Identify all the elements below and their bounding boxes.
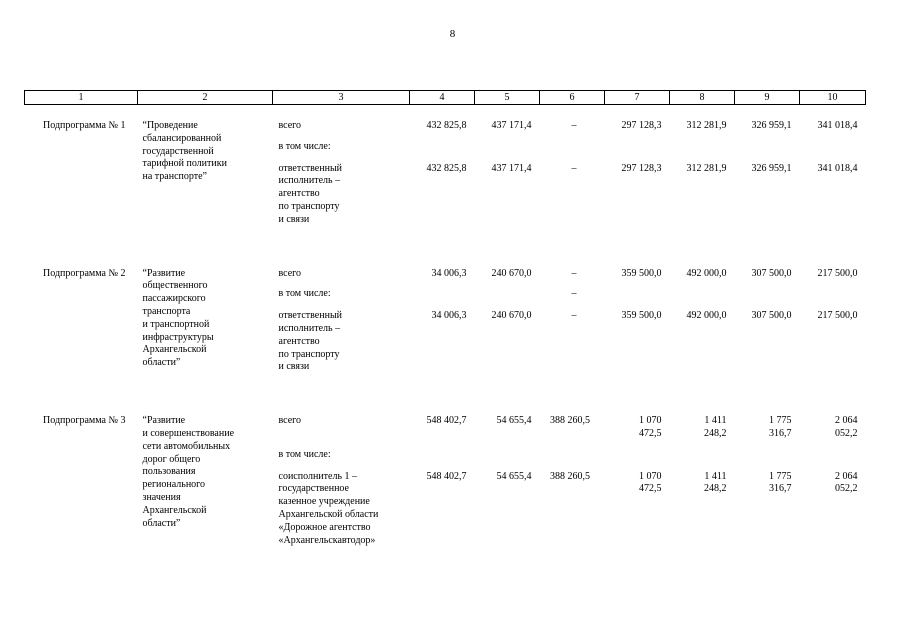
value-cell: 217 500,0 [817,267,858,279]
value-cell [475,441,540,462]
column-number: 6 [540,91,605,105]
column-number: 3 [273,91,410,105]
value-cell: 1 775 316,7 [769,415,792,439]
separator-cell [25,227,866,253]
value-cell [540,441,605,462]
value-cell: 359 500,0 [621,310,662,322]
value-cell: 34 006,3 [431,310,467,322]
value-cell: 1 411 248,2 [704,415,727,439]
value-cell [800,441,866,462]
subprogram-label: Подпрограмма № 1 [43,120,126,131]
responsible-cell: ответственный исполнитель – агентство по транспорту и связи [278,310,343,373]
value-cell: 54 655,4 [496,415,532,427]
section-separator [25,374,866,400]
responsible-cell: соисполнитель 1 – государственное казенное учреждение Архангельской области «Дорожное агентство «Архангельскавтодор» [278,470,379,546]
value-cell: 548 402,7 [426,470,467,482]
value-cell: 240 670,0 [491,267,532,279]
subprogram-name: “Проведение сбалансированной государственной тарифной политики на транспорте” [142,120,227,183]
table-row [25,400,866,441]
section-separator [25,227,866,253]
value-cell: 326 959,1 [751,162,792,174]
value-cell: 1 070 472,5 [639,415,662,439]
value-cell [475,133,540,154]
value-cell [800,133,866,154]
value-cell [670,133,735,154]
value-cell [605,280,670,301]
value-cell: 388 260,5 [550,415,590,427]
value-cell: 307 500,0 [751,310,792,322]
separator-cell [25,374,866,400]
value-cell: 432 825,8 [426,162,467,174]
subprogram-name: “Развитие и совершенствование сети автомобильных дорог общего пользования регионального значения Архангельской области” [142,415,235,529]
value-cell: – [571,310,577,322]
responsible-cell: всего [278,415,302,427]
value-cell: 359 500,0 [621,267,662,279]
responsible-cell: ответственный исполнитель – агентство по транспорту и связи [278,162,343,225]
table-row [25,105,866,133]
page-number: 8 [449,28,456,40]
value-cell: 432 825,8 [426,120,467,131]
value-cell: 2 064 052,2 [835,415,858,439]
value-cell: 492 000,0 [686,310,727,322]
value-cell: 1 411 248,2 [704,470,727,495]
value-cell: – [571,267,577,279]
column-number: 5 [475,91,540,105]
subprogram-label: Подпрограмма № 2 [43,267,126,279]
value-cell: 240 670,0 [491,310,532,322]
value-cell: 312 281,9 [686,120,727,131]
value-cell: 297 128,3 [621,120,662,131]
value-cell [735,441,800,462]
value-cell [605,441,670,462]
value-cell: – [571,120,577,131]
value-cell: 388 260,5 [550,470,590,482]
value-cell: 437 171,4 [491,162,532,174]
responsible-cell: в том числе: [278,448,331,460]
value-cell: 2 064 052,2 [835,470,858,495]
value-cell: 341 018,4 [817,120,858,131]
value-cell [670,441,735,462]
column-number: 10 [800,91,866,105]
value-cell [540,133,605,154]
value-cell: 312 281,9 [686,162,727,174]
subprogram-label: Подпрограмма № 3 [43,415,126,427]
budget-table [24,90,866,547]
column-number: 2 [138,91,273,105]
value-cell: 1 070 472,5 [639,470,662,495]
value-cell: – [571,162,577,174]
value-cell: 217 500,0 [817,310,858,322]
value-cell: 307 500,0 [751,267,792,279]
value-cell: 54 655,4 [496,470,532,482]
value-cell: 297 128,3 [621,162,662,174]
column-number: 9 [735,91,800,105]
responsible-cell: всего [278,267,302,279]
value-cell [410,133,475,154]
value-cell [605,133,670,154]
responsible-cell: в том числе: [278,288,331,300]
value-cell [800,280,866,301]
value-cell: 34 006,3 [431,267,467,279]
value-cell [475,280,540,301]
value-cell [410,441,475,462]
value-cell: 341 018,4 [817,162,858,174]
column-number: 4 [410,91,475,105]
table-row [25,253,866,281]
table-body [25,105,866,548]
column-number: 1 [25,91,138,105]
subprogram-name: “Развитие общественного пассажирского транспорта и транспортной инфраструктуры Архангельской области” [142,267,214,369]
column-number: 7 [605,91,670,105]
value-cell: 326 959,1 [751,120,792,131]
value-cell: 437 171,4 [491,120,532,131]
value-cell: 548 402,7 [426,415,467,427]
value-cell [670,280,735,301]
value-cell: 492 000,0 [686,267,727,279]
value-cell: 1 775 316,7 [769,470,792,495]
value-cell: – [571,288,577,300]
column-number-row [25,91,866,105]
responsible-cell: всего [278,120,302,131]
column-number: 8 [670,91,735,105]
value-cell [410,280,475,301]
value-cell [735,280,800,301]
responsible-cell: в том числе: [278,140,331,152]
value-cell [735,133,800,154]
